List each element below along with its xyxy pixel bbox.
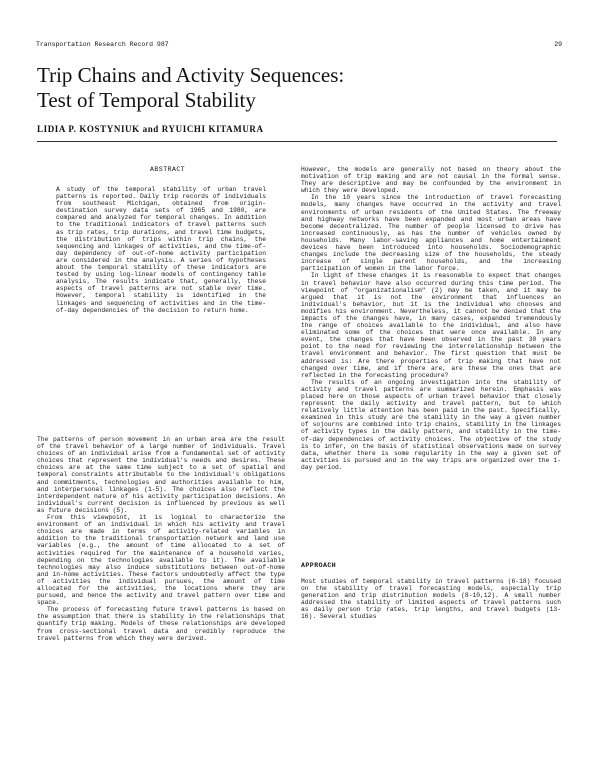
title-line-2: Test of Temporal Stability	[37, 88, 256, 112]
body-paragraph: From this viewpoint, it is logical to characterize the environment of an individual in which his activity and travel choices are made in terms of activity-related variables in addition to the traditional transportation network and land use variables (e.g., the amount of time allocated to a set of activities required for the maintenance of a household varies, depending on the technologies available to it). The available technologies may also induce substitutions between out-of-home and in-home activities. These factors undoubtedly affect the type of activities the individual pursues, the amount of time allocated for the activities, the locations where they are pursued, and hence the activity and travel pattern over time and space.	[37, 514, 285, 607]
body-paragraph: In the 10 years since the introduction of travel forecasting models, many changes have occurred in the activity and travel environments of urban residents of the United States. The freeway and highway networks have been expanded and most urban areas have become decentralized. The number of people licensed to drive has increased continuously, as has the number of vehicles owned by households. Many labor-saving appliances and home entertainment devices have been introduced into households. Sociodemographic changes include the decreasing size of the households, the steady increase of single parent households, and the increasing participation of women in the labor force.	[301, 194, 561, 273]
approach-paragraph: Most studies of temporal stability in travel patterns (6-18) focused on the stability of travel forecasting models, especially trip generation and trip distribution models (8-10,12). A small number addressed the stability of limited aspects of travel patterns such as daily person trip rates, trip lengths, and travel budgets (13-16). Several studies	[301, 578, 561, 621]
body-paragraph: However, the models are generally not based on theory about the motivation of trip making and are not causal in the formal sense. They are descriptive and may be confounded by the environment in which they were developed.	[301, 166, 561, 195]
journal-name: Transportation Research Record 987	[36, 41, 169, 48]
title-divider	[37, 141, 557, 142]
paper-title	[37, 63, 557, 113]
abstract-heading: ABSTRACT	[150, 166, 186, 173]
abstract-paragraph: A study of the temporal stability of urban travel patterns is reported. Daily trip records of individuals from southeast Michigan, obtained from origin-destination survey data sets of 1965 and 1980, are compared and analyzed for temporal changes. In addition to the traditional indicators of travel patterns such as trip rates, trip durations, and travel time budgets, the distribution of trips within trip chains, the sequencing and linkages of activities, and the time-of-day dependency of out-of-home activity participation are considered in the analysis. A series of hypotheses about the temporal stability of these indicators are tested by using log-linear models of contingency table analysis. The results indicate that, generally, these aspects of travel patterns are not stable over time. However, temporal stability is identified in the linkages and sequencing of activities and in the time-of-day dependencies of the decision to return home.	[56, 186, 266, 314]
body-paragraph: The results of an ongoing investigation into the stability of activity and travel patterns are summarized herein. Emphasis was placed here on those aspects of urban travel behavior that closely represent the daily activity and travel pattern, but to which relatively little attention has been paid in the past. Specifically, examined in this study are the stability in the way a given number of sojourns are combined into trip chains, stability in the linkages of activity types in the daily pattern, and stability in the time-of-day dependencies of activity choices. The objective of the study is to infer, on the basis of statistical observations made on survey data, whether there is some regularity in the way a given set of activities is pursued and in the way trips are organized over the 1-day period.	[301, 378, 561, 471]
abstract-body	[56, 186, 266, 314]
approach-heading: APPROACH	[301, 562, 337, 569]
page-number: 29	[554, 41, 562, 48]
body-paragraph: The process of forecasting future travel patterns is based on the assumption that there is stability in the relationships that quantify trip making. Models of these relationships are developed from cross-sectional travel data and credibly reproduce the travel patterns from which they were derived.	[37, 606, 285, 642]
right-column-body	[301, 166, 561, 471]
title-line-1: Trip Chains and Activity Sequences:	[37, 63, 345, 87]
body-paragraph: In light of these changes it is reasonable to expect that changes in travel behavior have also occurred during this time period. The viewpoint of "organizationalism" (2) may be taken, and it may be argued that it is not the environment that influences an individual's behavior, but it is the individual who chooses and modifies his environment. Nevertheless, it cannot be denied that the impacts of the changes have, in many cases, expanded tremendously the range of choices available to the individual, and also have eliminated some of the choices that were once available. In any event, the changes that have been observed in the past 30 years point to the need for reviewing the interrelationship between the travel environment and behavior. The first question that must be addressed is: Are there properties of trip making that have not changed over time, and if there are, are these the ones that are reflected in the forecasting procedure?	[301, 272, 561, 379]
left-column-body	[37, 436, 285, 642]
author-byline: LIDIA P. KOSTYNIUK and RYUICHI KITAMURA	[37, 124, 264, 134]
approach-body	[301, 578, 561, 621]
body-paragraph: The patterns of person movement in an urban area are the result of the travel behavior of a large number of individuals. Travel choices of an individual arise from a fundamental set of activity choices that represent the individual's needs and desires. These choices are at the same time subject to a set of spatial and temporal constraints attributable to the individual's obligations and commitments, technologies and authorities available to him, and interpersonal linkages (1-5). The choices also reflect the interdependent nature of his activity participation decisions. An individual's current decision is influenced by previous as well as future decisions (5).	[37, 436, 285, 514]
